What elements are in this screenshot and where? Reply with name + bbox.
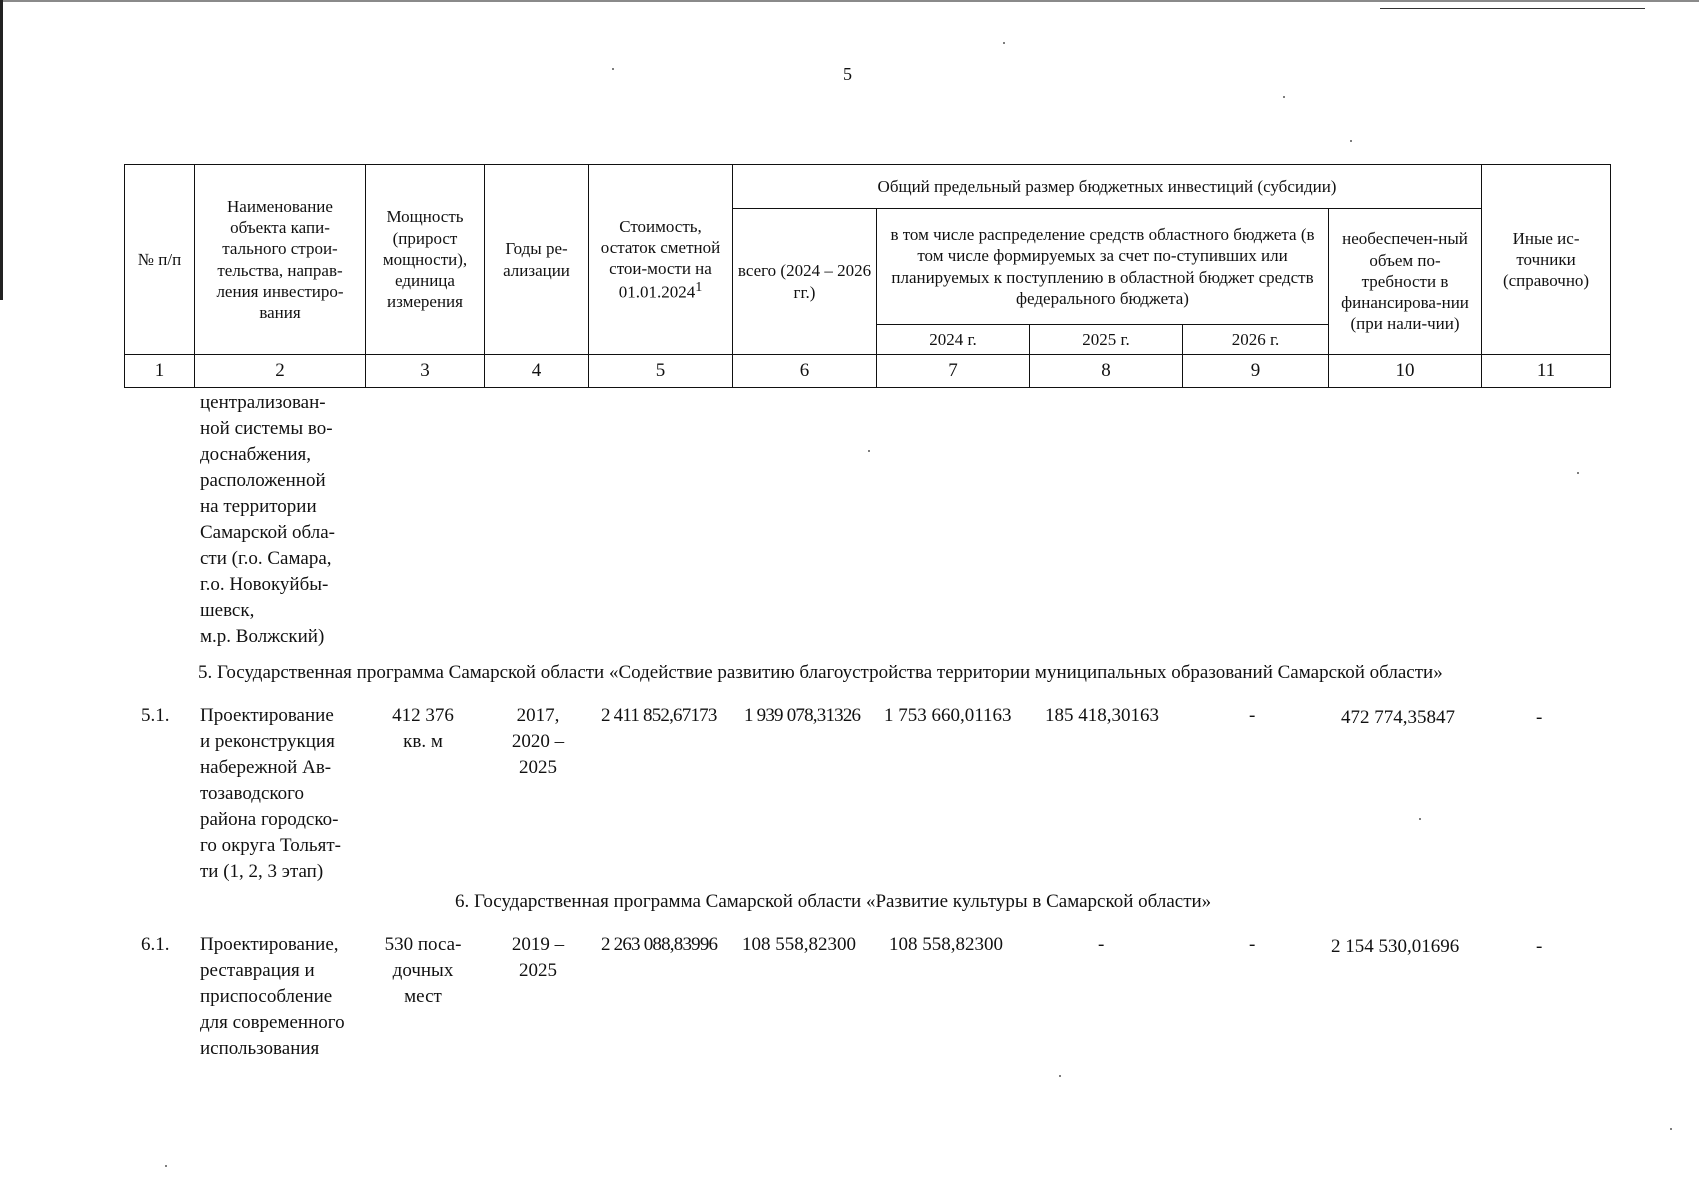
scan-speck (1059, 1075, 1061, 1077)
column-number: 9 (1183, 355, 1329, 388)
name-line: м.р. Волжский) (200, 626, 325, 647)
header-col-name: Наименование объекта капи-тального строи-тельства, направ-ления инвестиро-вания (195, 165, 366, 355)
row-number: 6.1. (141, 934, 170, 955)
row-name (200, 703, 360, 885)
column-number: 1 (125, 355, 195, 388)
column-number: 3 (366, 355, 485, 388)
name-line: реставрация и (200, 960, 315, 981)
name-line: доснабжения, (200, 444, 312, 465)
name-line: для современного (200, 1012, 345, 1033)
continuation-name (200, 390, 360, 650)
years-line: 2017, (516, 705, 560, 726)
scan-speck (612, 68, 614, 70)
capacity-line: 530 поса- (384, 934, 462, 955)
column-number: 10 (1329, 355, 1482, 388)
name-line: го округа Тольят- (200, 835, 341, 856)
name-line: набережной Ав- (200, 757, 332, 778)
row-2025: - (1098, 934, 1105, 955)
column-number: 2 (195, 355, 366, 388)
name-line: приспособление (200, 986, 333, 1007)
header-col-total: всего (2024 – 2026 гг.) (733, 209, 877, 355)
scan-speck (1670, 1128, 1672, 1130)
years-line: 2020 – (511, 731, 565, 752)
header-col-cost (589, 165, 733, 355)
years-line: 2025 (519, 960, 557, 981)
row-total: 1 939 078,31326 (744, 705, 861, 726)
header-col-cost-text: Стоимость, остаток сметной стои-мости на 01.01.2024 (600, 216, 721, 303)
header-col-capacity: Мощность (прирост мощности), единица измерения (366, 165, 485, 355)
name-line: Самарской обла- (200, 522, 335, 543)
scan-edge-right (1380, 8, 1645, 9)
row-capacity (370, 703, 476, 755)
name-line: и реконструкция (200, 731, 335, 752)
capacity-line: 412 376 (392, 705, 454, 726)
column-number: 5 (589, 355, 733, 388)
scan-speck (1419, 818, 1421, 820)
header-year-2025: 2025 г. (1030, 325, 1183, 355)
name-line: Проектирование, (200, 934, 339, 955)
name-line: шевск, (200, 600, 255, 621)
header-subgroup-title: в том числе распределение средств областного бюджета (в том числе формируемых за счет по-ступивших или планируемых к поступлению в областной бюджет средств федерального бюджета) (877, 209, 1329, 325)
name-line: централизован- (200, 392, 326, 413)
row-number: 5.1. (141, 705, 170, 726)
scan-speck (1003, 42, 1005, 44)
name-line: г.о. Новокуйбы- (200, 574, 329, 595)
header-col-other: Иные ис-точники (справочно) (1482, 165, 1611, 355)
name-line: ной системы во- (200, 418, 333, 439)
scan-speck (1350, 140, 1352, 142)
header-year-2026: 2026 г. (1183, 325, 1329, 355)
scan-speck (868, 450, 870, 452)
page-number: 5 (843, 64, 852, 84)
row-cost: 2 411 852,67173 (601, 705, 717, 726)
capacity-line: дочных (392, 960, 454, 981)
row-unsecured: 472 774,35847 (1341, 707, 1455, 728)
years-line: 2025 (519, 757, 557, 778)
row-capacity (370, 932, 476, 1010)
row-name (200, 932, 360, 1062)
column-number: 11 (1482, 355, 1611, 388)
scan-speck (1283, 96, 1285, 98)
name-line: Проектирование (200, 705, 334, 726)
section-heading-6: 6. Государственная программа Самарской области «Развитие культуры в Самарской области» (455, 891, 1212, 912)
name-line: на территории (200, 496, 317, 517)
row-2026: - (1249, 934, 1256, 955)
row-other: - (1536, 707, 1543, 728)
header-col-years: Годы ре-ализации (485, 165, 589, 355)
column-number: 7 (877, 355, 1030, 388)
row-other: - (1536, 936, 1543, 957)
name-line: сти (г.о. Самара, (200, 548, 332, 569)
name-line: района городско- (200, 809, 339, 830)
name-line: ти (1, 2, 3 этап) (200, 861, 324, 882)
row-unsecured: 2 154 530,01696 (1331, 936, 1460, 957)
header-col-unsecured: необеспечен-ный объем по-требности в финансирова-нии (при нали-чии) (1329, 209, 1482, 355)
header-col-cost-footnote: 1 (695, 279, 703, 296)
scan-speck (165, 1165, 167, 1167)
row-years (488, 932, 588, 984)
scan-edge-top (0, 0, 1699, 2)
row-2024: 108 558,82300 (889, 934, 1003, 955)
row-total: 108 558,82300 (742, 934, 856, 955)
scan-speck (1577, 472, 1579, 474)
row-2026: - (1249, 705, 1256, 726)
header-year-2024: 2024 г. (877, 325, 1030, 355)
row-2025: 185 418,30163 (1045, 705, 1159, 726)
column-number: 8 (1030, 355, 1183, 388)
header-col-num: № п/п (125, 165, 195, 355)
scan-edge-left (0, 0, 3, 300)
column-number: 4 (485, 355, 589, 388)
section-heading-5: 5. Государственная программа Самарской области «Содействие развитию благоустройства территории муниципальных образований Самарской области» (198, 662, 1443, 683)
header-group-title: Общий предельный размер бюджетных инвестиций (субсидии) (733, 165, 1482, 209)
years-line: 2019 – (511, 934, 565, 955)
name-line: использования (200, 1038, 320, 1059)
row-2024: 1 753 660,01163 (884, 705, 1012, 726)
column-number: 6 (733, 355, 877, 388)
row-cost: 2 263 088,83996 (601, 934, 718, 955)
row-years (488, 703, 588, 781)
capacity-line: мест (404, 986, 442, 1007)
name-line: расположенной (200, 470, 326, 491)
capacity-line: кв. м (403, 731, 443, 752)
name-line: тозаводского (200, 783, 304, 804)
table-header (124, 164, 1611, 388)
